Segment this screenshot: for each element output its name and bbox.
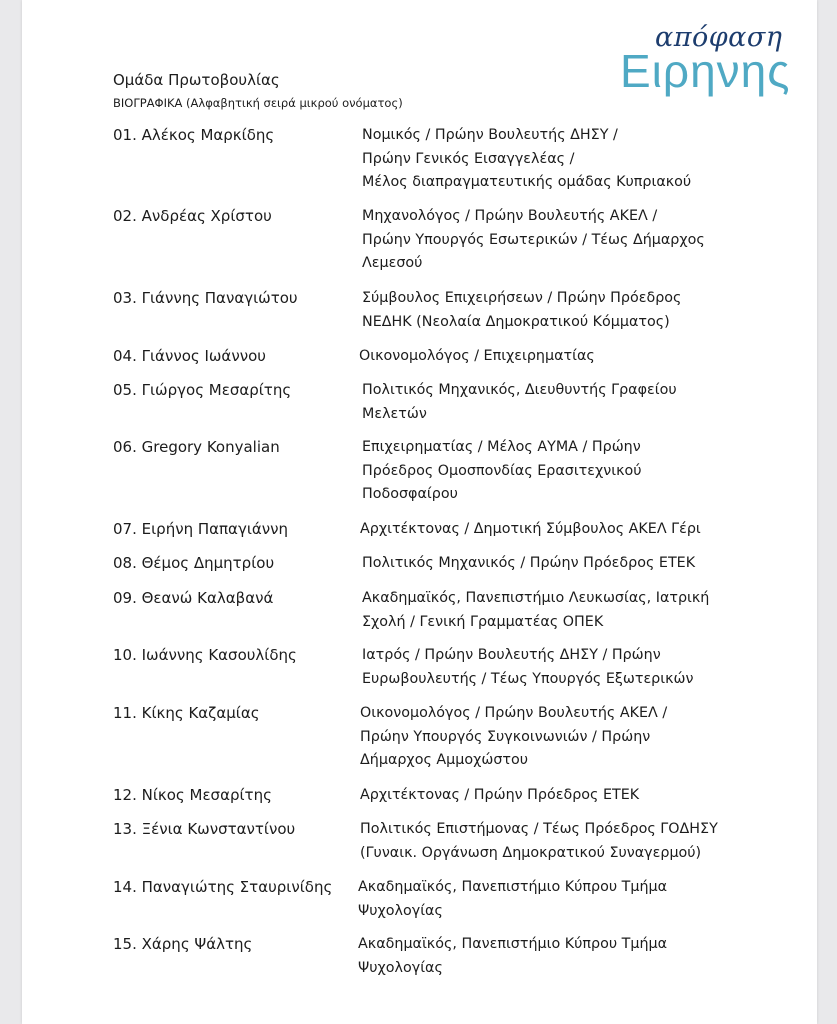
member-bio: [360, 784, 760, 808]
member-name: 08. Θέμος Δημητρίου: [113, 554, 275, 572]
member-name: 03. Γιάννης Παναγιώτου: [113, 289, 298, 307]
member-bio: [362, 644, 762, 691]
member-bio-line: Πρόεδρος Ομοσπονδίας Ερασιτεχνικού: [362, 462, 642, 479]
member-bio-line: Μελετών: [362, 405, 427, 422]
member-bio-line: Μηχανολόγος / Πρώην Βουλευτής ΑΚΕΛ /: [362, 208, 658, 224]
member-bio: [362, 436, 762, 507]
member-bio-line: Πρώην Γενικός Εισαγγελέας /: [362, 150, 575, 167]
member-bio-line: ΝΕΔΗΚ (Νεολαία Δημοκρατικού Κόμματος): [362, 313, 670, 330]
member-bio-line: Επιχειρηματίας / Μέλος ΑΥΜΑ / Πρώην: [362, 439, 641, 455]
member-bio-line: Σύμβουλος Επιχειρήσεων / Πρώην Πρόεδρος: [362, 290, 682, 306]
member-name: 12. Νίκος Μεσαρίτης: [113, 786, 272, 804]
member-bio: [360, 702, 760, 773]
member-bio-line: Ακαδημαϊκός, Πανεπιστήμιο Λευκωσίας, Ιατρική: [362, 590, 710, 606]
member-bio-line: Μέλος διαπραγματευτικής ομάδας Κυπριακού: [362, 174, 692, 190]
member-bio-line: Λεμεσού: [362, 255, 423, 271]
member-name: 14. Παναγιώτης Σταυρινίδης: [113, 878, 333, 896]
member-bio-line: Σχολή / Γενική Γραμματέας ΟΠΕΚ: [362, 613, 604, 630]
member-bio-line: Αρχιτέκτονας / Δημοτική Σύμβουλος ΑΚΕΛ Γέρι: [360, 521, 701, 537]
member-bio-line: Πολιτικός Μηχανικός / Πρώην Πρόεδρος ΕΤΕΚ: [362, 555, 696, 571]
member-name: 01. Αλέκος Μαρκίδης: [113, 126, 275, 144]
member-bio-line: Ευρωβουλευτής / Τέως Υπουργός Εξωτερικών: [362, 670, 694, 687]
member-bio-line: (Γυναικ. Οργάνωση Δημοκρατικού Συναγερμού): [360, 844, 702, 861]
member-bio-line: Νομικός / Πρώην Βουλευτής ΔΗΣΥ /: [362, 127, 618, 143]
member-bio: [362, 552, 762, 576]
member-bio: [358, 933, 758, 980]
member-bio: [358, 876, 758, 923]
member-bio: [362, 124, 762, 195]
member-name: 05. Γιώργος Μεσαρίτης: [113, 381, 292, 399]
member-name: 15. Χάρης Ψάλτης: [113, 935, 253, 953]
member-name: 07. Ειρήνη Παπαγιάννη: [113, 520, 289, 538]
member-bio-line: Ιατρός / Πρώην Βουλευτής ΔΗΣΥ / Πρώην: [362, 647, 661, 663]
member-bio-line: Δήμαρχος Αμμοχώστου: [360, 752, 529, 768]
member-name: 09. Θεανώ Καλαβανά: [113, 589, 274, 607]
member-bio: [362, 205, 762, 276]
member-bio: [359, 345, 759, 369]
member-bio: [362, 379, 762, 426]
member-bio: [360, 818, 760, 865]
document-subtitle: ΒΙΟΓΡΑΦΙΚΑ (Αλφαβητική σειρά μικρού ονόματος): [113, 96, 403, 110]
member-name: 10. Ιωάννης Κασουλίδης: [113, 646, 297, 664]
member-name: 06. Gregory Konyalian: [113, 438, 280, 456]
logo-bottom-text: Ειρηνης: [620, 45, 791, 97]
group-title: Ομάδα Πρωτοβουλίας: [113, 71, 280, 89]
member-bio: [362, 287, 762, 334]
member-name: 13. Ξένια Κωνσταντίνου: [113, 820, 296, 838]
member-bio-line: Ψυχολογίας: [358, 959, 443, 976]
member-bio-line: Αρχιτέκτονας / Πρώην Πρόεδρος ΕΤΕΚ: [360, 787, 640, 803]
member-bio-line: Οικονομολόγος / Πρώην Βουλευτής ΑΚΕΛ /: [360, 705, 668, 721]
member-name: 02. Ανδρέας Χρίστου: [113, 207, 272, 225]
member-bio: [362, 587, 762, 634]
member-bio: [360, 518, 760, 542]
member-bio-line: Ακαδημαϊκός, Πανεπιστήμιο Κύπρου Τμήμα: [358, 936, 668, 952]
member-bio-line: Πολιτικός Επιστήμονας / Τέως Πρόεδρος ΓΟΔΗΣΥ: [360, 821, 718, 837]
member-bio-line: Πολιτικός Μηχανικός, Διευθυντής Γραφείου: [362, 382, 677, 398]
member-bio-line: Ακαδημαϊκός, Πανεπιστήμιο Κύπρου Τμήμα: [358, 879, 668, 895]
member-name: 04. Γιάννος Ιωάννου: [113, 347, 266, 365]
member-bio-line: Ψυχολογίας: [358, 902, 443, 919]
member-bio-line: Πρώην Υπουργός Συγκοινωνιών / Πρώην: [360, 728, 651, 745]
member-bio-line: Πρώην Υπουργός Εσωτερικών / Τέως Δήμαρχος: [362, 231, 705, 248]
member-bio-line: Οικονομολόγος / Επιχειρηματίας: [359, 348, 595, 364]
logo-top-text: απόφαση: [655, 22, 783, 53]
member-bio-line: Ποδοσφαίρου: [362, 486, 458, 502]
member-name: 11. Κίκης Καζαμίας: [113, 704, 260, 722]
